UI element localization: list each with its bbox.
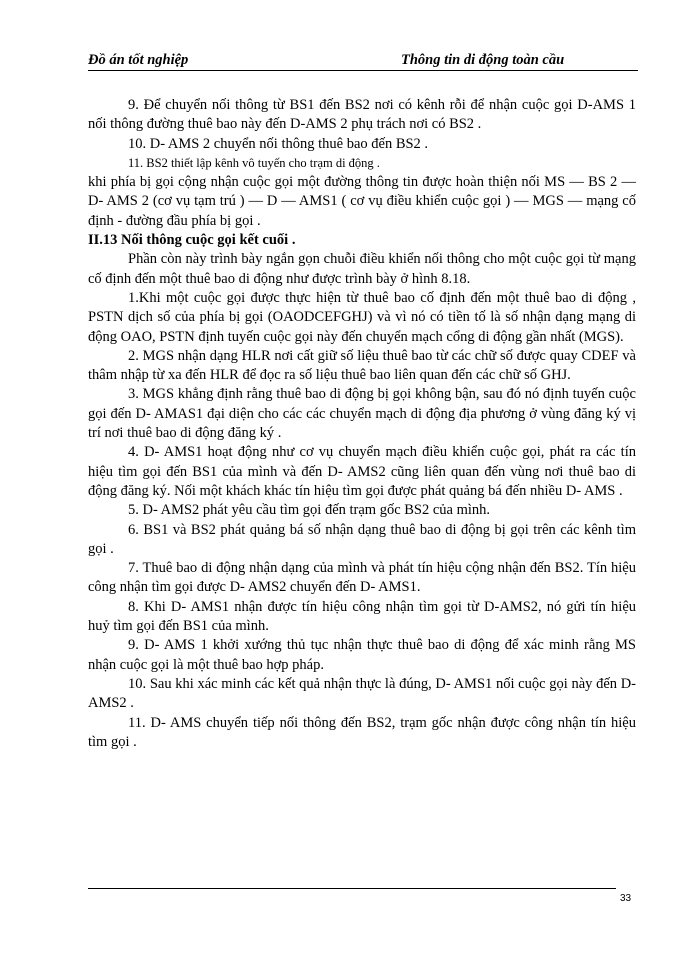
section-heading: II.13 Nối thông cuộc gọi kết cuối . [88,232,296,249]
paragraph: Phần còn này trình bày ngắn gọn chuỗi điều khiển nối thông cho một cuộc gọi từ mạng cố định đến một thuê bao di động như được trình bày ở hình 8.18. [88,251,636,287]
document-body [88,96,636,752]
paragraph: 1.Khi một cuộc gọi được thực hiện từ thuê bao cố định đến một thuê bao di động , PSTN dịch số của phía bị gọi (OAODCEFGHJ) và vì nó có tiền tố là số nhận dạng mạng di động OAO, PSTN định tuyến cuộc gọi này đến chuyển mạch cổng di động gần nhất (MGS). [88,289,636,345]
page-number: 33 [620,893,632,904]
paragraph: 7. Thuê bao di động nhận dạng của mình và phát tín hiệu cộng nhận đến BS2. Tín hiệu công nhận tìm gọi được D- AMS2 chuyển đến D- AMS1. [88,560,636,596]
paragraph: 8. Khi D- AMS1 nhận được tín hiệu công nhận tìm gọi từ D-AMS2, nó gửi tín hiệu huỷ tìm gọi đến BS1 của mình. [88,598,636,635]
paragraph: 5. D- AMS2 phát yêu cầu tìm gọi đến trạm gốc BS2 của mình. [128,502,491,519]
paragraph: 9. D- AMS 1 khởi xướng thủ tục nhận thực thuê bao di động để xác minh rằng MS nhận cuộc gọi là một thuê bao hợp pháp. [88,637,636,673]
paragraph: 2. MGS nhận dạng HLR nơi cất giữ số liệu thuê bao từ các chữ số được quay CDEF và thâm nhập từ xa đến HLR để đọc ra số liệu thuê bao liên quan đến các chữ số GHJ. [88,347,636,384]
page-header [88,52,638,71]
paragraph: 10. D- AMS 2 chuyển nối thông thuê bao đến BS2 . [128,135,429,152]
paragraph: khi phía bị gọi cộng nhận cuộc gọi một đường thông tin được hoàn thiện nối MS — BS 2 — D- AMS 2 (cơ vụ tạm trú ) — D — AMS1 ( cơ vụ điều khiển cuộc gọi ) — MGS — mạng cố định - đường đầu phía bị gọi . [88,174,636,229]
paragraph: 11. BS2 thiết lập kênh vô tuyến cho trạm di động . [128,155,380,170]
footer-rule [88,888,616,889]
paragraph: 11. D- AMS chuyển tiếp nối thông đến BS2, trạm gốc nhận được công nhận tín hiệu tìm gọi . [88,714,636,750]
header-left-title: Đồ án tốt nghiệp [88,52,189,68]
paragraph: 4. D- AMS1 hoạt động như cơ vụ chuyển mạch điều khiển cuộc gọi, phát ra các tín hiệu tìm gọi đến BS1 của mình và đến D- AMS2 cũng liên quan đến vùng nơi thuê bao di động đăng ký. Nối một khách khác tín hiệu tìm gọi được phát quảng bá đến nhiều D- AMS . [88,444,636,499]
paragraph: 10. Sau khi xác minh các kết quả nhận thực là đúng, D- AMS1 nối cuộc gọi này đến D- AMS2 . [88,675,636,712]
paragraph: 9. Để chuyển nối thông từ BS1 đến BS2 nơi có kênh rỗi để nhận cuộc gọi D-AMS 1 nối thông đường thuê bao này đến D-AMS 2 phụ trách nơi có BS2 . [88,97,636,133]
header-right-title: Thông tin di động toàn cầu [401,52,565,68]
paragraph: 3. MGS khẳng định rằng thuê bao di động bị gọi không bận, sau đó nó định tuyến cuộc gọi đến D- AMAS1 đại diện cho các các chuyển mạch di động địa phương ở vùng đăng ký vị trí nơi thuê bao di động đăng ký . [88,386,636,442]
paragraph: 6. BS1 và BS2 phát quảng bá số nhận dạng thuê bao di động bị gọi trên các kênh tìm gọi . [88,521,636,557]
